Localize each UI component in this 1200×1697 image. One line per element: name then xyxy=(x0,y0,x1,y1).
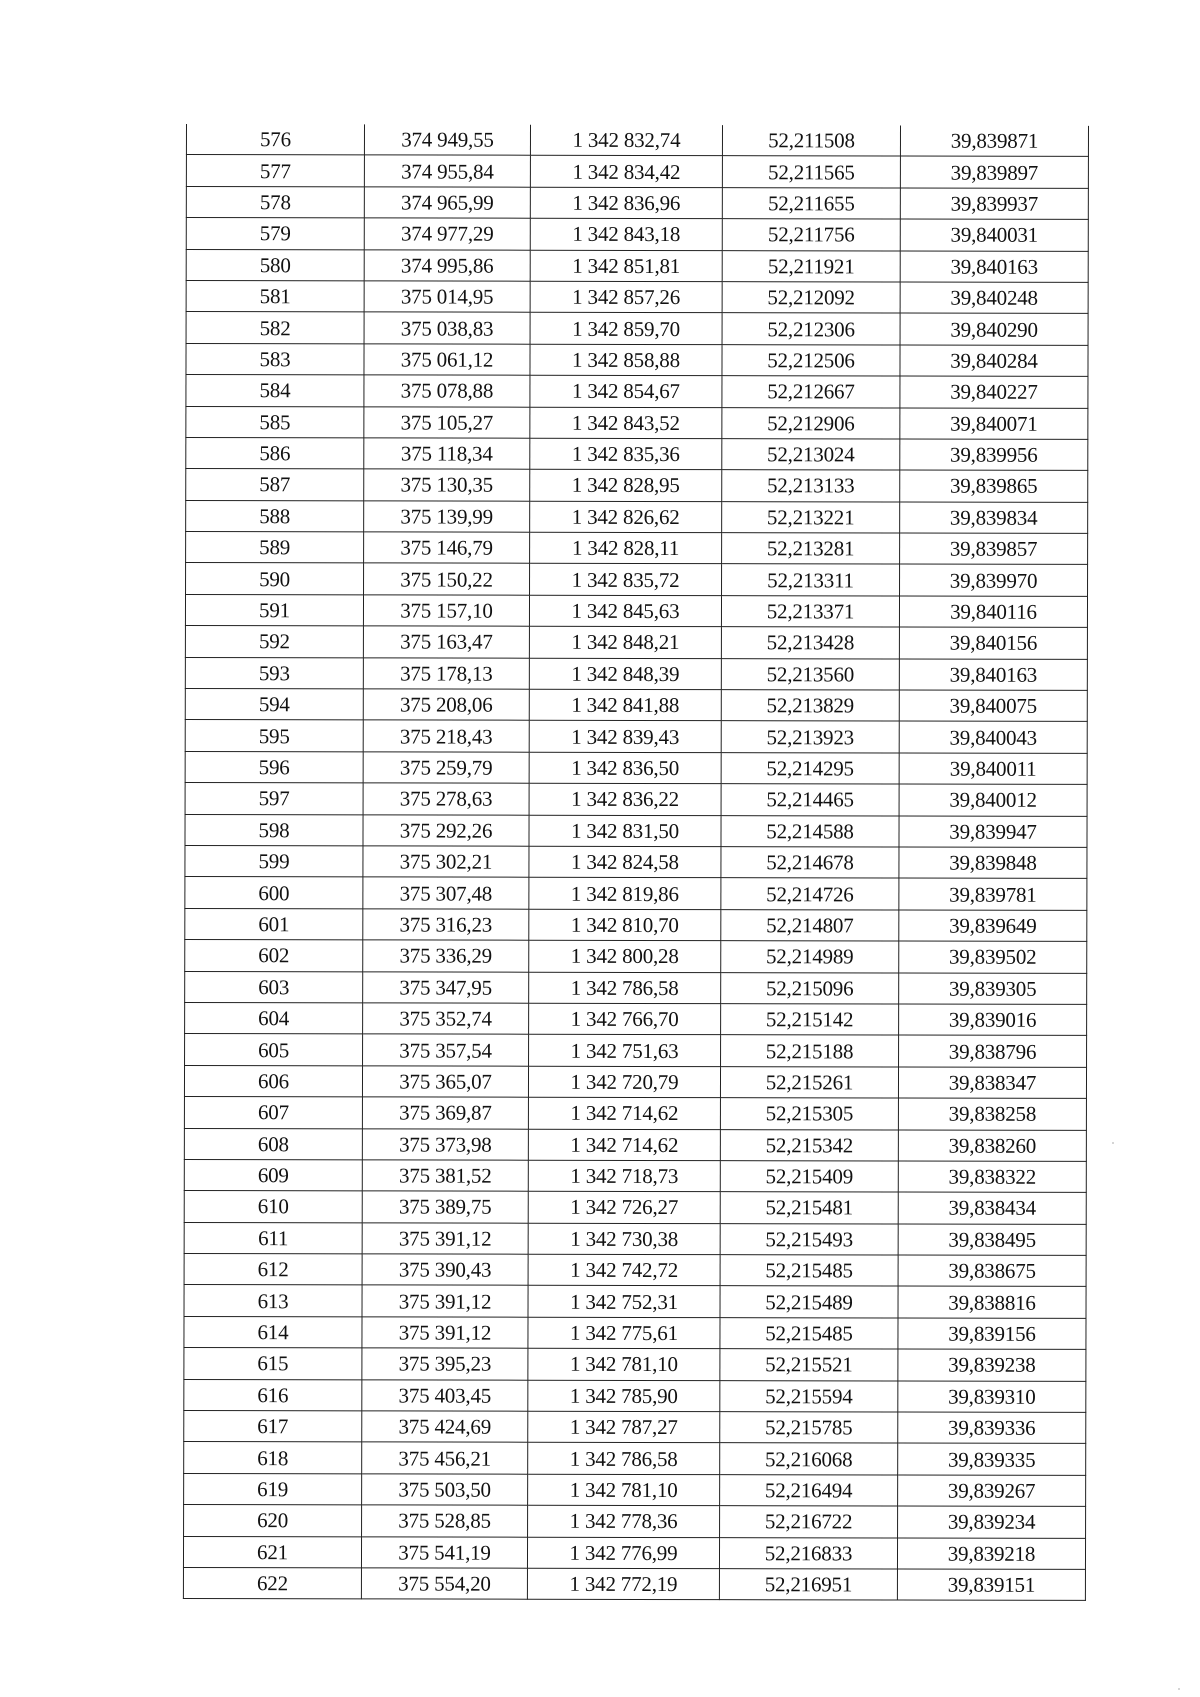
table-row xyxy=(184,1348,1086,1381)
x-coordinate-cell: 375 316,23 xyxy=(363,909,529,941)
longitude-cell: 39,838322 xyxy=(898,1161,1086,1193)
longitude-cell: 39,838816 xyxy=(898,1286,1086,1318)
x-coordinate-cell: 375 130,35 xyxy=(364,469,530,501)
table-row xyxy=(184,1285,1086,1318)
table-row xyxy=(186,155,1088,188)
y-coordinate-cell: 1 342 752,31 xyxy=(528,1286,720,1318)
y-coordinate-cell: 1 342 826,62 xyxy=(530,501,722,533)
x-coordinate-cell: 375 178,13 xyxy=(363,658,529,690)
x-coordinate-cell: 375 390,43 xyxy=(362,1254,528,1286)
latitude-cell: 52,213560 xyxy=(721,658,899,690)
point-number-cell: 608 xyxy=(184,1128,362,1160)
y-coordinate-cell: 1 342 832,74 xyxy=(530,125,722,156)
latitude-cell: 52,212906 xyxy=(722,407,900,439)
point-number-cell: 622 xyxy=(183,1567,361,1599)
point-number-cell: 619 xyxy=(184,1473,362,1505)
x-coordinate-cell: 375 336,29 xyxy=(363,940,529,972)
y-coordinate-cell: 1 342 845,63 xyxy=(529,595,721,627)
table-row xyxy=(186,406,1088,439)
latitude-cell: 52,211921 xyxy=(722,250,900,282)
y-coordinate-cell: 1 342 836,50 xyxy=(529,752,721,784)
longitude-cell: 39,838796 xyxy=(899,1035,1087,1067)
longitude-cell: 39,839234 xyxy=(898,1506,1086,1538)
table-row xyxy=(183,1536,1085,1569)
y-coordinate-cell: 1 342 718,73 xyxy=(528,1160,720,1192)
point-number-cell: 581 xyxy=(186,280,364,312)
latitude-cell: 52,215785 xyxy=(720,1412,898,1444)
table-row xyxy=(186,280,1088,313)
latitude-cell: 52,215261 xyxy=(720,1066,898,1098)
y-coordinate-cell: 1 342 781,10 xyxy=(528,1348,720,1380)
x-coordinate-cell: 375 038,83 xyxy=(364,312,530,344)
scan-speck xyxy=(1112,1142,1114,1144)
longitude-cell: 39,840290 xyxy=(900,313,1088,345)
latitude-cell: 52,216951 xyxy=(719,1569,897,1601)
table-row xyxy=(186,343,1088,376)
longitude-cell: 39,839310 xyxy=(898,1381,1086,1413)
table-row xyxy=(184,1442,1086,1475)
longitude-cell: 39,839781 xyxy=(899,878,1087,910)
longitude-cell: 39,839151 xyxy=(897,1569,1085,1601)
x-coordinate-cell: 375 395,23 xyxy=(362,1348,528,1380)
x-coordinate-cell: 375 163,47 xyxy=(363,626,529,658)
y-coordinate-cell: 1 342 775,61 xyxy=(528,1317,720,1349)
latitude-cell: 52,215096 xyxy=(721,972,899,1004)
longitude-cell: 39,839336 xyxy=(898,1412,1086,1444)
y-coordinate-cell: 1 342 848,39 xyxy=(529,658,721,690)
point-number-cell: 609 xyxy=(184,1159,362,1191)
x-coordinate-cell: 375 389,75 xyxy=(362,1191,528,1223)
longitude-cell: 39,839848 xyxy=(899,847,1087,879)
y-coordinate-cell: 1 342 857,26 xyxy=(530,281,722,313)
x-coordinate-cell: 375 157,10 xyxy=(363,595,529,627)
y-coordinate-cell: 1 342 781,10 xyxy=(528,1474,720,1506)
point-number-cell: 621 xyxy=(183,1536,361,1568)
table-row xyxy=(184,1159,1086,1192)
x-coordinate-cell: 375 278,63 xyxy=(363,783,529,815)
longitude-cell: 39,839897 xyxy=(900,156,1088,188)
longitude-cell: 39,839956 xyxy=(900,439,1088,471)
latitude-cell: 52,212667 xyxy=(722,376,900,408)
table-row xyxy=(184,1065,1086,1098)
y-coordinate-cell: 1 342 831,50 xyxy=(529,815,721,847)
longitude-cell: 39,840248 xyxy=(900,282,1088,314)
longitude-cell: 39,839970 xyxy=(900,564,1088,596)
latitude-cell: 52,213221 xyxy=(722,501,900,533)
table-row xyxy=(184,1097,1086,1130)
point-number-cell: 600 xyxy=(185,877,363,909)
point-number-cell: 605 xyxy=(185,1034,363,1066)
longitude-cell: 39,839857 xyxy=(900,533,1088,565)
latitude-cell: 52,215489 xyxy=(720,1286,898,1318)
table-row xyxy=(185,751,1087,784)
latitude-cell: 52,214989 xyxy=(721,941,899,973)
table-row xyxy=(185,594,1087,627)
longitude-cell: 39,840043 xyxy=(899,721,1087,753)
table-row xyxy=(184,1191,1086,1224)
latitude-cell: 52,215521 xyxy=(720,1349,898,1381)
y-coordinate-cell: 1 342 776,99 xyxy=(527,1537,719,1569)
y-coordinate-cell: 1 342 766,70 xyxy=(529,1003,721,1035)
table-row xyxy=(184,1316,1086,1349)
table-row xyxy=(184,1222,1086,1255)
x-coordinate-cell: 374 977,29 xyxy=(364,218,530,250)
x-coordinate-cell: 375 347,95 xyxy=(363,971,529,1003)
x-coordinate-cell: 375 369,87 xyxy=(362,1097,528,1129)
longitude-cell: 39,838260 xyxy=(898,1129,1086,1161)
table-row xyxy=(186,312,1088,345)
table-row xyxy=(186,218,1088,251)
y-coordinate-cell: 1 342 772,19 xyxy=(527,1568,719,1600)
longitude-cell: 39,839834 xyxy=(900,502,1088,534)
longitude-cell: 39,839335 xyxy=(898,1443,1086,1475)
latitude-cell: 52,213311 xyxy=(722,564,900,596)
longitude-cell: 39,839238 xyxy=(898,1349,1086,1381)
longitude-cell: 39,839865 xyxy=(900,470,1088,502)
x-coordinate-cell: 375 365,07 xyxy=(362,1066,528,1098)
table-row xyxy=(186,186,1088,219)
latitude-cell: 52,213371 xyxy=(721,595,899,627)
latitude-cell: 52,216068 xyxy=(720,1443,898,1475)
table-row xyxy=(184,1379,1086,1412)
longitude-cell: 39,840284 xyxy=(900,345,1088,377)
point-number-cell: 602 xyxy=(185,940,363,972)
x-coordinate-cell: 374 995,86 xyxy=(364,249,530,281)
latitude-cell: 52,211756 xyxy=(722,219,900,251)
table-row xyxy=(185,814,1087,847)
longitude-cell: 39,838495 xyxy=(898,1224,1086,1256)
latitude-cell: 52,216722 xyxy=(720,1506,898,1538)
table-row xyxy=(185,877,1087,910)
point-number-cell: 613 xyxy=(184,1285,362,1317)
longitude-cell: 39,839937 xyxy=(900,188,1088,220)
table-row xyxy=(184,1473,1086,1506)
point-number-cell: 596 xyxy=(185,751,363,783)
latitude-cell: 52,214726 xyxy=(721,878,899,910)
longitude-cell: 39,840156 xyxy=(899,627,1087,659)
y-coordinate-cell: 1 342 839,43 xyxy=(529,721,721,753)
table-row xyxy=(184,1411,1086,1444)
table-row xyxy=(186,249,1088,282)
latitude-cell: 52,215142 xyxy=(721,1004,899,1036)
x-coordinate-cell: 375 302,21 xyxy=(363,846,529,878)
y-coordinate-cell: 1 342 858,88 xyxy=(530,344,722,376)
point-number-cell: 593 xyxy=(185,657,363,689)
table-row xyxy=(185,908,1087,941)
table-row xyxy=(184,1505,1086,1538)
table-row xyxy=(185,845,1087,878)
x-coordinate-cell: 375 503,50 xyxy=(362,1474,528,1506)
point-number-cell: 598 xyxy=(185,814,363,846)
point-number-cell: 615 xyxy=(184,1348,362,1380)
y-coordinate-cell: 1 342 828,11 xyxy=(530,532,722,564)
y-coordinate-cell: 1 342 824,58 xyxy=(529,846,721,878)
latitude-cell: 52,214465 xyxy=(721,784,899,816)
longitude-cell: 39,838434 xyxy=(898,1192,1086,1224)
y-coordinate-cell: 1 342 848,21 xyxy=(529,626,721,658)
point-number-cell: 618 xyxy=(184,1442,362,1474)
y-coordinate-cell: 1 342 786,58 xyxy=(529,972,721,1004)
table-row xyxy=(185,1034,1087,1067)
table-row xyxy=(186,437,1088,470)
table-row xyxy=(185,783,1087,816)
table-row xyxy=(184,1254,1086,1287)
point-number-cell: 592 xyxy=(185,626,363,658)
longitude-cell: 39,839947 xyxy=(899,816,1087,848)
longitude-cell: 39,839305 xyxy=(899,973,1087,1005)
longitude-cell: 39,839871 xyxy=(900,125,1088,156)
y-coordinate-cell: 1 342 785,90 xyxy=(528,1380,720,1412)
latitude-cell: 52,213923 xyxy=(721,721,899,753)
latitude-cell: 52,211508 xyxy=(722,125,900,156)
longitude-cell: 39,840075 xyxy=(899,690,1087,722)
longitude-cell: 39,839267 xyxy=(898,1475,1086,1507)
point-number-cell: 582 xyxy=(186,312,364,344)
coordinates-table-body xyxy=(183,124,1088,1601)
x-coordinate-cell: 374 949,55 xyxy=(364,124,530,155)
y-coordinate-cell: 1 342 720,79 xyxy=(528,1066,720,1098)
latitude-cell: 52,215342 xyxy=(720,1129,898,1161)
y-coordinate-cell: 1 342 810,70 xyxy=(529,909,721,941)
point-number-cell: 594 xyxy=(185,689,363,721)
latitude-cell: 52,213829 xyxy=(721,690,899,722)
y-coordinate-cell: 1 342 726,27 xyxy=(528,1192,720,1224)
point-number-cell: 583 xyxy=(186,343,364,375)
longitude-cell: 39,840071 xyxy=(900,408,1088,440)
coordinates-table xyxy=(183,124,1089,1601)
longitude-cell: 39,840116 xyxy=(899,596,1087,628)
table-row xyxy=(185,971,1087,1004)
point-number-cell: 577 xyxy=(186,155,364,187)
x-coordinate-cell: 374 955,84 xyxy=(364,155,530,187)
y-coordinate-cell: 1 342 843,52 xyxy=(530,407,722,439)
table-row xyxy=(186,469,1088,502)
longitude-cell: 39,839016 xyxy=(899,1004,1087,1036)
latitude-cell: 52,216833 xyxy=(719,1537,897,1569)
x-coordinate-cell: 375 292,26 xyxy=(363,814,529,846)
point-number-cell: 614 xyxy=(184,1316,362,1348)
point-number-cell: 599 xyxy=(185,845,363,877)
y-coordinate-cell: 1 342 778,36 xyxy=(528,1505,720,1537)
x-coordinate-cell: 375 146,79 xyxy=(364,532,530,564)
y-coordinate-cell: 1 342 828,95 xyxy=(530,470,722,502)
point-number-cell: 589 xyxy=(186,532,364,564)
table-row xyxy=(185,940,1087,973)
x-coordinate-cell: 375 528,85 xyxy=(362,1505,528,1537)
y-coordinate-cell: 1 342 841,88 xyxy=(529,689,721,721)
latitude-cell: 52,215481 xyxy=(720,1192,898,1224)
longitude-cell: 39,839502 xyxy=(899,941,1087,973)
longitude-cell: 39,839649 xyxy=(899,910,1087,942)
latitude-cell: 52,211655 xyxy=(722,187,900,219)
longitude-cell: 39,840227 xyxy=(900,376,1088,408)
y-coordinate-cell: 1 342 836,22 xyxy=(529,783,721,815)
x-coordinate-cell: 375 357,54 xyxy=(363,1034,529,1066)
longitude-cell: 39,840163 xyxy=(899,659,1087,691)
latitude-cell: 52,214807 xyxy=(721,909,899,941)
table-row xyxy=(186,500,1088,533)
x-coordinate-cell: 375 078,88 xyxy=(364,375,530,407)
y-coordinate-cell: 1 342 714,62 xyxy=(528,1097,720,1129)
point-number-cell: 590 xyxy=(186,563,364,595)
point-number-cell: 578 xyxy=(186,186,364,218)
latitude-cell: 52,212306 xyxy=(722,313,900,345)
table-row xyxy=(186,375,1088,408)
scan-speck xyxy=(1178,1688,1180,1690)
point-number-cell: 585 xyxy=(186,406,364,438)
point-number-cell: 576 xyxy=(186,124,364,155)
point-number-cell: 606 xyxy=(184,1065,362,1097)
latitude-cell: 52,212506 xyxy=(722,344,900,376)
point-number-cell: 607 xyxy=(184,1097,362,1129)
latitude-cell: 52,213024 xyxy=(722,439,900,471)
x-coordinate-cell: 375 307,48 xyxy=(363,877,529,909)
latitude-cell: 52,214295 xyxy=(721,752,899,784)
y-coordinate-cell: 1 342 859,70 xyxy=(530,313,722,345)
x-coordinate-cell: 375 391,12 xyxy=(362,1285,528,1317)
y-coordinate-cell: 1 342 742,72 xyxy=(528,1254,720,1286)
point-number-cell: 586 xyxy=(186,437,364,469)
table-row xyxy=(186,124,1088,157)
latitude-cell: 52,215594 xyxy=(720,1380,898,1412)
x-coordinate-cell: 375 061,12 xyxy=(364,344,530,376)
point-number-cell: 591 xyxy=(185,594,363,626)
y-coordinate-cell: 1 342 730,38 xyxy=(528,1223,720,1255)
longitude-cell: 39,839156 xyxy=(898,1318,1086,1350)
x-coordinate-cell: 375 373,98 xyxy=(362,1128,528,1160)
x-coordinate-cell: 375 218,43 xyxy=(363,720,529,752)
latitude-cell: 52,215493 xyxy=(720,1223,898,1255)
y-coordinate-cell: 1 342 836,96 xyxy=(530,187,722,219)
y-coordinate-cell: 1 342 854,67 xyxy=(530,375,722,407)
latitude-cell: 52,213133 xyxy=(722,470,900,502)
point-number-cell: 584 xyxy=(186,375,364,407)
table-row xyxy=(183,1567,1085,1600)
longitude-cell: 39,840011 xyxy=(899,753,1087,785)
latitude-cell: 52,213428 xyxy=(721,627,899,659)
table-row xyxy=(185,1002,1087,1035)
point-number-cell: 612 xyxy=(184,1254,362,1286)
table-row xyxy=(184,1128,1086,1161)
x-coordinate-cell: 375 391,12 xyxy=(362,1223,528,1255)
point-number-cell: 588 xyxy=(186,500,364,532)
point-number-cell: 595 xyxy=(185,720,363,752)
point-number-cell: 580 xyxy=(186,249,364,281)
table-row xyxy=(185,720,1087,753)
x-coordinate-cell: 375 208,06 xyxy=(363,689,529,721)
table-row xyxy=(185,626,1087,659)
point-number-cell: 617 xyxy=(184,1411,362,1443)
latitude-cell: 52,215188 xyxy=(721,1035,899,1067)
longitude-cell: 39,839218 xyxy=(897,1538,1085,1570)
table-row xyxy=(186,532,1088,565)
table-row xyxy=(186,563,1088,596)
latitude-cell: 52,213281 xyxy=(722,533,900,565)
y-coordinate-cell: 1 342 819,86 xyxy=(529,878,721,910)
latitude-cell: 52,216494 xyxy=(720,1474,898,1506)
y-coordinate-cell: 1 342 800,28 xyxy=(529,940,721,972)
x-coordinate-cell: 375 352,74 xyxy=(363,1003,529,1035)
point-number-cell: 610 xyxy=(184,1191,362,1223)
x-coordinate-cell: 375 118,34 xyxy=(364,438,530,470)
x-coordinate-cell: 375 381,52 xyxy=(362,1160,528,1192)
y-coordinate-cell: 1 342 786,58 xyxy=(528,1443,720,1475)
latitude-cell: 52,215409 xyxy=(720,1161,898,1193)
point-number-cell: 597 xyxy=(185,783,363,815)
longitude-cell: 39,838258 xyxy=(898,1098,1086,1130)
longitude-cell: 39,838675 xyxy=(898,1255,1086,1287)
x-coordinate-cell: 375 391,12 xyxy=(362,1317,528,1349)
latitude-cell: 52,214678 xyxy=(721,847,899,879)
point-number-cell: 601 xyxy=(185,908,363,940)
y-coordinate-cell: 1 342 835,36 xyxy=(530,438,722,470)
x-coordinate-cell: 375 456,21 xyxy=(362,1442,528,1474)
point-number-cell: 604 xyxy=(185,1002,363,1034)
longitude-cell: 39,840163 xyxy=(900,251,1088,283)
latitude-cell: 52,215485 xyxy=(720,1255,898,1287)
x-coordinate-cell: 374 965,99 xyxy=(364,187,530,219)
longitude-cell: 39,840031 xyxy=(900,219,1088,251)
point-number-cell: 611 xyxy=(184,1222,362,1254)
point-number-cell: 616 xyxy=(184,1379,362,1411)
y-coordinate-cell: 1 342 851,81 xyxy=(530,250,722,282)
x-coordinate-cell: 375 139,99 xyxy=(364,501,530,533)
y-coordinate-cell: 1 342 787,27 xyxy=(528,1411,720,1443)
point-number-cell: 579 xyxy=(186,218,364,250)
latitude-cell: 52,215305 xyxy=(720,1098,898,1130)
table-row xyxy=(185,689,1087,722)
x-coordinate-cell: 375 014,95 xyxy=(364,281,530,313)
x-coordinate-cell: 375 150,22 xyxy=(364,563,530,595)
x-coordinate-cell: 375 403,45 xyxy=(362,1379,528,1411)
x-coordinate-cell: 375 554,20 xyxy=(361,1568,527,1600)
x-coordinate-cell: 375 424,69 xyxy=(362,1411,528,1443)
y-coordinate-cell: 1 342 835,72 xyxy=(530,564,722,596)
latitude-cell: 52,211565 xyxy=(722,156,900,188)
y-coordinate-cell: 1 342 751,63 xyxy=(529,1035,721,1067)
y-coordinate-cell: 1 342 834,42 xyxy=(530,156,722,188)
longitude-cell: 39,838347 xyxy=(898,1067,1086,1099)
latitude-cell: 52,212092 xyxy=(722,282,900,314)
latitude-cell: 52,215485 xyxy=(720,1317,898,1349)
point-number-cell: 603 xyxy=(185,971,363,1003)
point-number-cell: 587 xyxy=(186,469,364,501)
x-coordinate-cell: 375 105,27 xyxy=(364,406,530,438)
y-coordinate-cell: 1 342 843,18 xyxy=(530,218,722,250)
longitude-cell: 39,840012 xyxy=(899,784,1087,816)
latitude-cell: 52,214588 xyxy=(721,815,899,847)
x-coordinate-cell: 375 259,79 xyxy=(363,752,529,784)
point-number-cell: 620 xyxy=(184,1505,362,1537)
y-coordinate-cell: 1 342 714,62 xyxy=(528,1129,720,1161)
x-coordinate-cell: 375 541,19 xyxy=(361,1536,527,1568)
table-row xyxy=(185,657,1087,690)
